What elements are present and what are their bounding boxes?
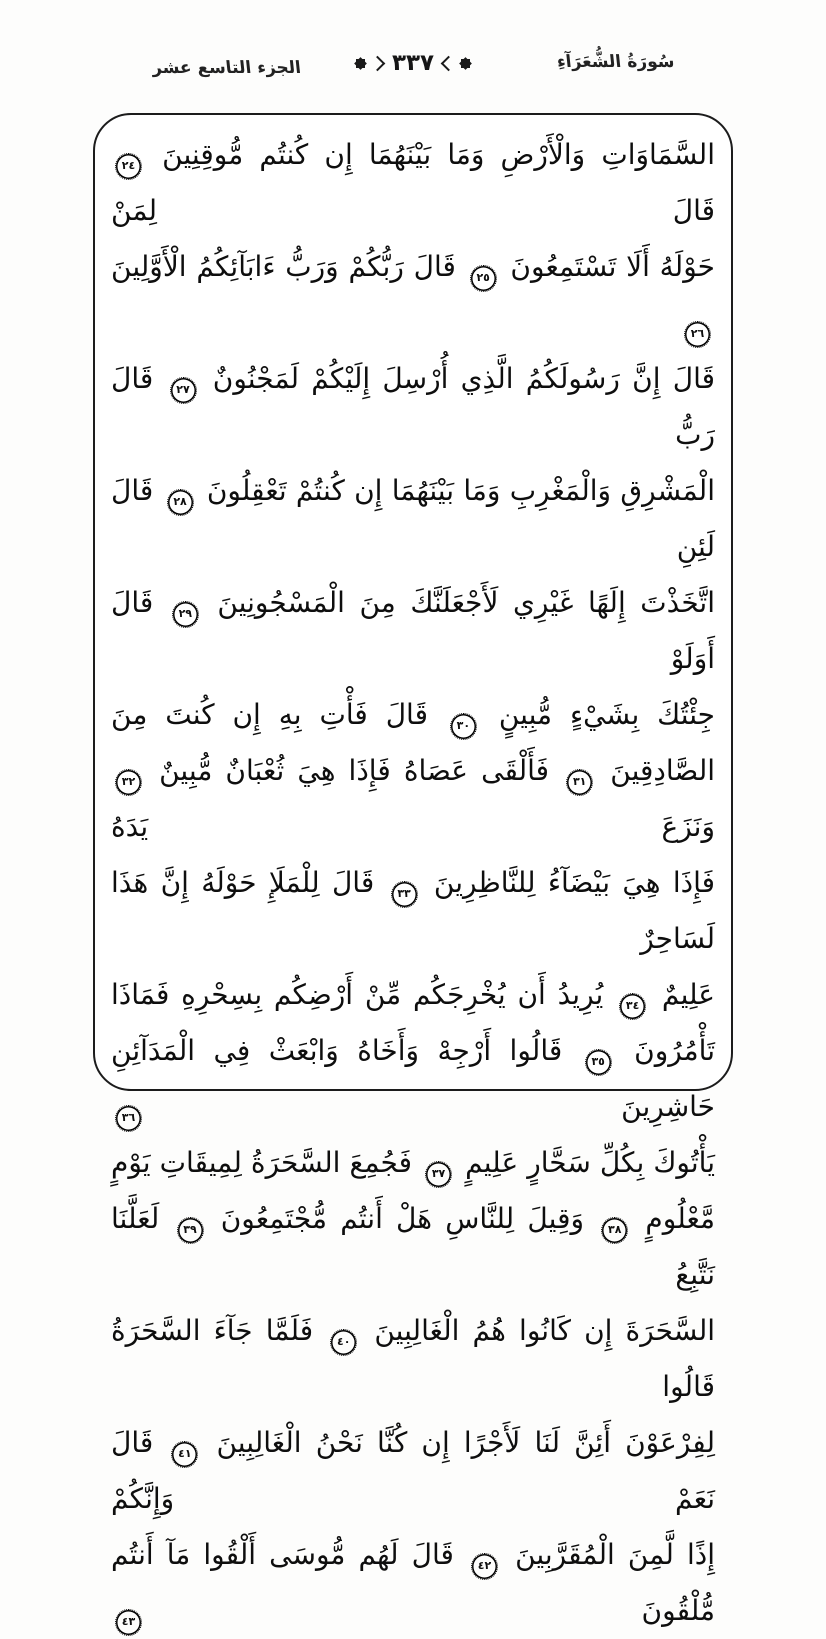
quran-text-segment: الْمَشْرِقِ وَالْمَغْرِبِ وَمَا بَيْنَهُمَا إِن كُنتُمْ تَعْقِلُونَ bbox=[197, 474, 715, 507]
quran-line-2 bbox=[111, 239, 715, 351]
quran-text-segment: قَالَ فَأْتِ بِهِ إِن كُنتَ مِنَ bbox=[111, 698, 446, 731]
ayah-end-marker: ٣٧ bbox=[425, 1161, 452, 1188]
quran-text-segment: حَوْلَهُ أَلَا تَسْتَمِعُونَ bbox=[500, 250, 715, 283]
quran-text-segment: فَأَلْقَى عَصَاهُ فَإِذَا هِيَ ثُعْبَانٌ مُّبِينٌ bbox=[146, 754, 563, 787]
ornate-bracket-left-icon bbox=[441, 56, 457, 72]
quran-line-15 bbox=[111, 1527, 715, 1639]
quran-line-4 bbox=[111, 463, 715, 575]
ayah-end-marker: ٢٤ bbox=[115, 153, 142, 180]
quran-text-segment: الصَّادِقِينَ bbox=[597, 754, 716, 787]
quran-text-segment: لِفِرْعَوْنَ أَئِنَّ لَنَا لَأَجْرًا إِن كُنَّا نَحْنُ الْغَالِبِينَ bbox=[202, 1426, 715, 1459]
quran-text-segment: يُرِيدُ أَن يُخْرِجَكُم مِّنْ أَرْضِكُم بِسِحْرِهِ فَمَاذَا bbox=[111, 978, 616, 1011]
ayah-end-marker: ٣٠ bbox=[450, 713, 477, 740]
quran-text-segment: السَّمَاوَاتِ وَالْأَرْضِ وَمَا بَيْنَهُمَا إِن كُنتُم مُّوقِنِينَ bbox=[146, 138, 715, 171]
quran-line-1 bbox=[111, 127, 715, 239]
quran-line-5 bbox=[111, 575, 715, 687]
quran-line-10 bbox=[111, 1023, 715, 1135]
quran-text-segment: عَلِيمٌ bbox=[650, 978, 715, 1011]
quran-text-segment: جِئْتُكَ بِشَيْءٍ مُّبِينٍ bbox=[480, 698, 715, 731]
quran-text-segment: قَالَ إِنَّ رَسُولَكُمُ الَّذِي أُرْسِلَ إِلَيْكُمْ لَمَجْنُونٌ bbox=[200, 362, 715, 395]
ayah-end-marker: ٤٠ bbox=[330, 1329, 357, 1356]
ayah-end-marker: ٢٩ bbox=[172, 601, 199, 628]
quran-text-segment: اتَّخَذْتَ إِلَهًا غَيْرِي لَأَجْعَلَنَّكَ مِنَ الْمَسْجُونِينَ bbox=[202, 586, 715, 619]
quran-text-segment: قَالَ لَئِنِ bbox=[111, 474, 715, 563]
quran-line-14 bbox=[111, 1415, 715, 1527]
juz-title: الجزء التاسع عشر bbox=[150, 58, 302, 78]
ayah-end-marker: ٣٥ bbox=[585, 1049, 612, 1076]
quran-text-segment: قَالَ لَهُم مُّوسَى أَلْقُوا مَآ أَنتُم مُّلْقُونَ bbox=[111, 1538, 715, 1627]
quran-text-segment: تَأْمُرُونَ bbox=[615, 1034, 715, 1067]
ayah-end-marker: ٣٣ bbox=[391, 881, 418, 908]
page-number: ٣٣٧ bbox=[391, 50, 435, 76]
quran-text-segment: قَالَ لِلْمَلَإِ حَوْلَهُ إِنَّ هَذَا لَسَاحِرٌ bbox=[111, 866, 715, 955]
ayah-end-marker: ٤٣ bbox=[115, 1609, 142, 1636]
quran-text-segment: قَالَ أَوَلَوْ bbox=[111, 586, 715, 675]
quran-line-13 bbox=[111, 1303, 715, 1415]
quran-text-segment: مَّعْلُومٍ bbox=[632, 1202, 715, 1235]
ayah-end-marker: ٣٢ bbox=[115, 769, 142, 796]
quran-text-segment: قَالَ نَعَمْ وَإِنَّكُمْ bbox=[111, 1426, 715, 1515]
ayah-end-marker: ٣٦ bbox=[115, 1105, 142, 1132]
ayah-end-marker: ٣٨ bbox=[601, 1217, 628, 1244]
quran-line-6 bbox=[111, 687, 715, 743]
ayah-end-marker: ٢٥ bbox=[470, 265, 497, 292]
ayah-end-marker: ٤١ bbox=[171, 1441, 198, 1468]
quran-text-segment: قَالَ لِمَنْ bbox=[111, 194, 715, 227]
rosette-ornament-icon bbox=[354, 57, 367, 70]
ornate-bracket-right-icon bbox=[370, 56, 386, 72]
quran-text-area bbox=[111, 127, 716, 1628]
quran-text-segment: يَأْتُوكَ بِكُلِّ سَحَّارٍ عَلِيمٍ bbox=[456, 1146, 716, 1179]
quran-text-segment: قَالُوا أَرْجِهْ وَأَخَاهُ وَابْعَثْ فِي الْمَدَآئِنِ حَاشِرِينَ bbox=[111, 1034, 715, 1123]
quran-text-frame bbox=[93, 113, 733, 1628]
ayah-end-marker: ٢٨ bbox=[167, 489, 194, 516]
quran-line-12 bbox=[111, 1191, 715, 1303]
quran-text-segment: السَّحَرَةَ إِن كَانُوا هُمُ الْغَالِبِينَ bbox=[361, 1314, 716, 1347]
quran-line-3 bbox=[111, 351, 715, 463]
quran-text-segment: فَلَمَّا جَآءَ السَّحَرَةُ قَالُوا bbox=[111, 1314, 715, 1403]
ayah-end-marker: ٢٦ bbox=[684, 321, 711, 348]
rosette-ornament-icon bbox=[459, 57, 472, 70]
quran-text-segment: إِذًا لَّمِنَ الْمُقَرَّبِينَ bbox=[502, 1538, 715, 1571]
ayah-end-marker: ٤٢ bbox=[471, 1553, 498, 1580]
quran-line-11 bbox=[111, 1135, 715, 1191]
quran-line-9 bbox=[111, 967, 715, 1023]
quran-text-segment: وَنَزَعَ يَدَهُ bbox=[111, 810, 715, 843]
surah-title: سُورَةُ الشُّعَرَآءِ bbox=[555, 52, 676, 72]
quran-text-segment: لَعَلَّنَا نَتَّبِعُ bbox=[111, 1202, 715, 1291]
ayah-end-marker: ٢٧ bbox=[170, 377, 197, 404]
quran-text-segment: فَجُمِعَ السَّحَرَةُ لِمِيقَاتِ يَوْمٍ bbox=[111, 1146, 422, 1179]
ayah-end-marker: ٣١ bbox=[566, 769, 593, 796]
ayah-end-marker: ٣٩ bbox=[177, 1217, 204, 1244]
quran-line-7 bbox=[111, 743, 715, 855]
quran-line-8 bbox=[111, 855, 715, 967]
quran-text-segment: فَإِذَا هِيَ بَيْضَآءُ لِلنَّاظِرِينَ bbox=[421, 866, 716, 899]
quran-text-segment: قَالَ رَبُّكُمْ وَرَبُّ ءَابَآئِكُمُ الْأَوَّلِينَ bbox=[111, 250, 466, 283]
quran-text-segment: وَقِيلَ لِلنَّاسِ هَلْ أَنتُم مُّجْتَمِعُونَ bbox=[207, 1202, 598, 1235]
ayah-end-marker: ٣٤ bbox=[619, 993, 646, 1020]
quran-text-segment: قَالَ رَبُّ bbox=[111, 362, 715, 451]
page-number-block bbox=[0, 52, 826, 75]
